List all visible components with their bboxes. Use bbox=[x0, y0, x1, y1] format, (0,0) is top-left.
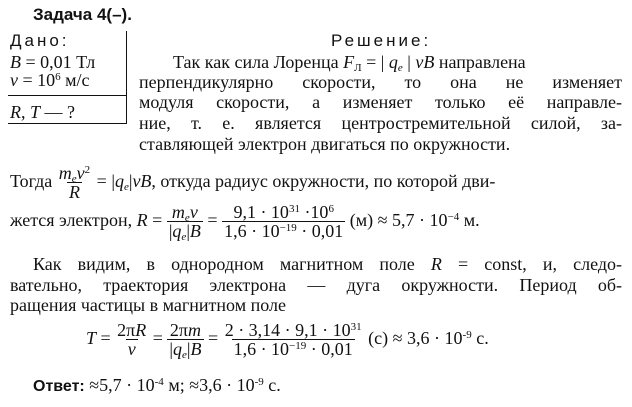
given-v: $v = 10^6$ м/с bbox=[10, 70, 90, 90]
given-heading: Дано: bbox=[10, 31, 70, 50]
task-title: Задача 4(–). bbox=[33, 5, 132, 24]
given-v-exp: 6 bbox=[55, 71, 61, 83]
fraction-2pir-v: $\frac{2\pi R}{v}$ bbox=[117, 319, 147, 359]
period-equation: T = $\frac{2\pi R}{v}$ = $\frac{2\pi m}{|q_e|B}$ = $\frac{2 \cdot 3,14 \cdot 9,1 \cdot 10^{31}}{1,6 \cdot 10^{-19} \cdot 0,01}$ $(с) \approx 3,6 \cdot 10^{-9}$ с. bbox=[86, 319, 489, 361]
fraction-radius-symbolic: $\frac{m_ev}{|q_e|B}$ bbox=[168, 201, 201, 243]
solution-heading: Решение: bbox=[331, 31, 432, 50]
solution-line-4: ние, т. е. является центростремительной силой, за- bbox=[139, 113, 622, 133]
given-divider bbox=[8, 95, 126, 96]
given-b: B = 0,01 Тл bbox=[10, 52, 96, 72]
given-find-text: — ? bbox=[44, 102, 76, 122]
solution-line-5: ставляющей электрон двигаться по окружности. bbox=[139, 134, 511, 154]
period-result: (с) ≈ 3,6 · 10 bbox=[368, 328, 463, 348]
paragraph-line-3: ращения частицы в магнитном поле bbox=[10, 295, 286, 315]
given-bottom-line bbox=[8, 123, 127, 124]
then-word: Тогда bbox=[10, 171, 53, 191]
radius-text: , откуда радиус окружности, по которой дви- bbox=[151, 171, 496, 191]
fraction-radius-numeric: $\frac{9,1 \cdot 10^{31} \cdot 10^6}{1,6 \cdot 10^{-19} \cdot 0,01}$ bbox=[224, 201, 344, 241]
lorentz-direction: направлена bbox=[438, 52, 526, 72]
paragraph-line-2: вательно, траектория электрона — дуга окружности. Период об- bbox=[10, 275, 622, 295]
solution-line-2: перпендикулярно скорости, то она не изменяет bbox=[139, 72, 622, 92]
answer-label: Ответ: bbox=[33, 378, 85, 395]
lorentz-text: Так как сила Лоренца bbox=[173, 52, 339, 72]
paragraph-line-1: Как видим, в однородном магнитном поле R = const, и, следо- bbox=[33, 254, 623, 274]
given-find: R, T — ? bbox=[10, 102, 76, 122]
centripetal-equation: Тогда $\frac{m_ev^2}{R}$ = $|q_e|vB$, откуда радиус окружности, по которой дви- bbox=[10, 162, 496, 202]
radius-result: (м) ≈ 5,7 · 10 bbox=[349, 210, 448, 230]
given-b-value: = 0,01 Тл bbox=[25, 52, 96, 72]
given-vertical-line bbox=[126, 31, 127, 123]
solution-line-1: Так как сила Лоренца $F_Л$ = | $q_e$ | vB направлена bbox=[173, 52, 526, 74]
given-v-unit: м/с bbox=[65, 70, 90, 90]
radius-equation: жется электрон, R = $\frac{m_ev}{|q_e|B}$ = $\frac{9,1 \cdot 10^{31} \cdot 10^6}{1,6 \cdot 10^{-19} \cdot 0,01}$ $(м) \approx 5,7 \cdot 10^{-4}$ м. bbox=[10, 201, 480, 243]
moving-text: жется электрон, bbox=[10, 210, 133, 230]
fraction-period-numeric: $\frac{2 \cdot 3,14 \cdot 9,1 \cdot 10^{31}}{1,6 \cdot 10^{-19} \cdot 0,01}$ bbox=[224, 319, 362, 359]
solution-line-3: модуля скорости, а изменяет только её направле- bbox=[139, 92, 622, 112]
fraction-mv2-r: $\frac{m_ev^2}{R}$ bbox=[58, 162, 91, 202]
fraction-2pim-qb: $\frac{2\pi m}{|q_e|B}$ bbox=[169, 319, 202, 361]
answer-line: Ответ: $\approx 5,7 \cdot 10^{-4}$ м; $\approx 3,6 \cdot 10^{-9}$ с. bbox=[33, 375, 281, 395]
